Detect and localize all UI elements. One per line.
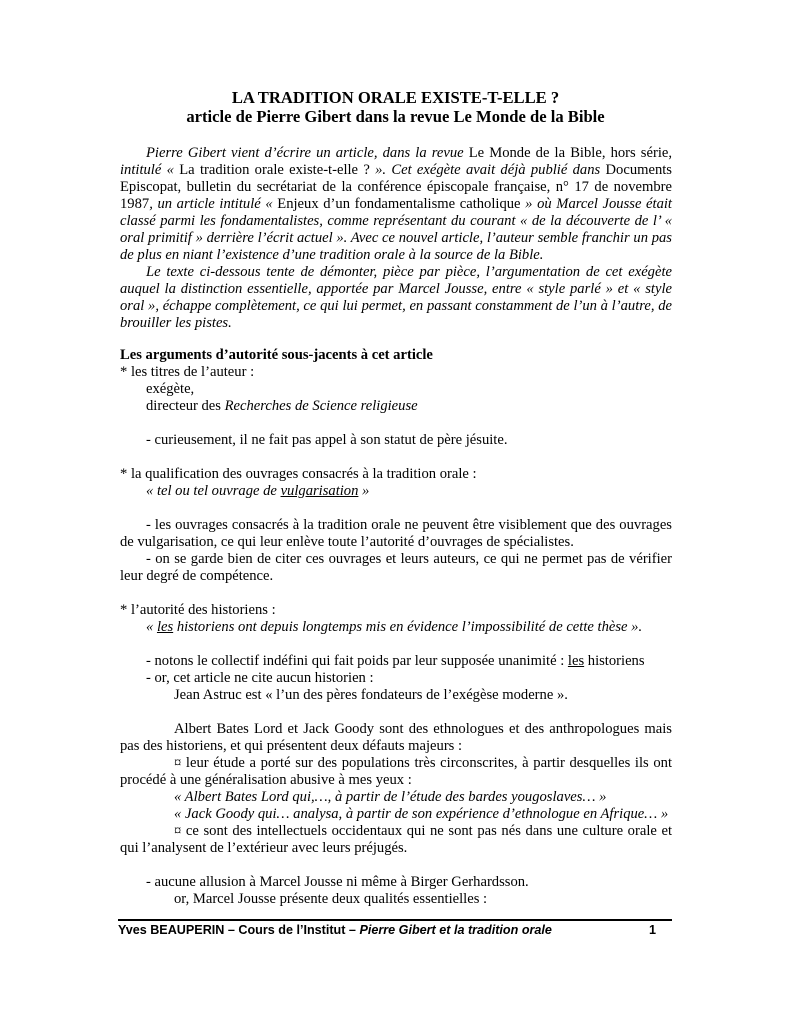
titles-item-2: directeur des Recherches de Science religieuse (146, 398, 418, 414)
defect-1: ¤ leur étude a porté sur des populations très circonscrites, à partir desquelles ils ont procédé à une généralisation abusive à mes yeux : (120, 755, 672, 788)
no-allusion-note: - aucune allusion à Marcel Jousse ni même à Birger Gerhardsson. (146, 874, 529, 890)
document-title: LA TRADITION ORALE EXISTE-T-ELLE ? (231, 88, 560, 107)
footer-course-title: Pierre Gibert et la tradition orale (359, 923, 552, 937)
historians-label: * l’autorité des historiens : (120, 602, 276, 618)
historians-quote: « les historiens ont depuis longtemps mis en évidence l’impossibilité de cette thèse ». (146, 619, 643, 635)
jousse-line: or, Marcel Jousse présente deux qualités essentielles : (174, 891, 488, 907)
intro-paragraph-2: Le texte ci-dessous tente de démonter, pièce par pièce, l’argumentation de cet exégète auquel la distinction essentielle, apportée par Marcel Jousse, entre « style parlé » et « style oral », échappe complètement, ce qui lui permet, en passant constamment de l’un à l’autre, de brouiller les pistes. (120, 264, 672, 331)
titles-item-1: exégète, (146, 381, 195, 397)
defect-2: ¤ ce sont des intellectuels occidentaux qui ne sont pas nés dans une culture orale et qui l’analysent de l’extérieur avec leurs préjugés. (120, 823, 672, 856)
footer-author: Yves BEAUPERIN – Cours de l’Institut – Pierre Gibert et la tradition orale (118, 923, 552, 937)
section-heading: Les arguments d’autorité sous-jacents à cet article (120, 347, 433, 363)
qualification-label: * la qualification des ouvrages consacrés à la tradition orale : (120, 466, 477, 482)
historians-note-1: - notons le collectif indéfini qui fait poids par leur supposée unanimité : les historiens (146, 653, 645, 669)
lord-goody-paragraph: Albert Bates Lord et Jack Goody sont des ethnologues et des anthropologues mais pas des historiens, et qui présentent deux défauts majeurs : (120, 721, 672, 754)
page-footer (118, 921, 672, 939)
qualification-point-1: - les ouvrages consacrés à la tradition orale ne peuvent être visiblement que des ouvrages de vulgarisation, ce qui leur enlève toute l’autorité d’ouvrages de spécialistes. (120, 517, 672, 550)
quote-goody: « Jack Goody qui… analysa, à partir de son expérience d’ethnologue en Afrique… » (174, 806, 669, 822)
arguments-section (120, 347, 672, 908)
qualification-point-2: - on se garde bien de citer ces ouvrages et leurs auteurs, ce qui ne permet pas de vérifier leur degré de compétence. (120, 551, 672, 584)
historians-note-2: - or, cet article ne cite aucun historien : (146, 670, 374, 686)
astruc-line: Jean Astruc est « l’un des pères fondateurs de l’exégèse moderne ». (174, 687, 568, 703)
titles-label: * les titres de l’auteur : (120, 364, 255, 380)
intro-block (120, 145, 672, 332)
curious-note: - curieusement, il ne fait pas appel à son statut de père jésuite. (146, 432, 508, 448)
intro-paragraph-1: Pierre Gibert vient d’écrire un article, dans la revue Le Monde de la Bible, hors série, intitulé « La tradition orale existe-t-elle ? ». Cet exégète avait déjà publié dans Documents Episcopat, bulletin du secrétariat de la conférence épiscopale française, n° 17 de novembre 1987, un article intitulé « Enjeux d’un fondamentalisme catholique » où Marcel Jousse était classé parmi les fondamentalistes, comme représentant du courant « de la découverte de l’ « oral primitif » derrière l’écrit actuel ». Avec ce nouvel article, l’auteur semble franchir un pas de plus en niant l’existence d’une tradition orale à la source de la Bible. (120, 145, 672, 263)
quote-lord: « Albert Bates Lord qui,…, à partir de l’étude des bardes yougoslaves… » (174, 789, 607, 805)
page-number: 1 (648, 923, 656, 937)
qualification-quote: « tel ou tel ouvrage de vulgarisation » (146, 483, 370, 499)
document-subtitle: article de Pierre Gibert dans la revue Le Monde de la Bible (186, 107, 605, 126)
